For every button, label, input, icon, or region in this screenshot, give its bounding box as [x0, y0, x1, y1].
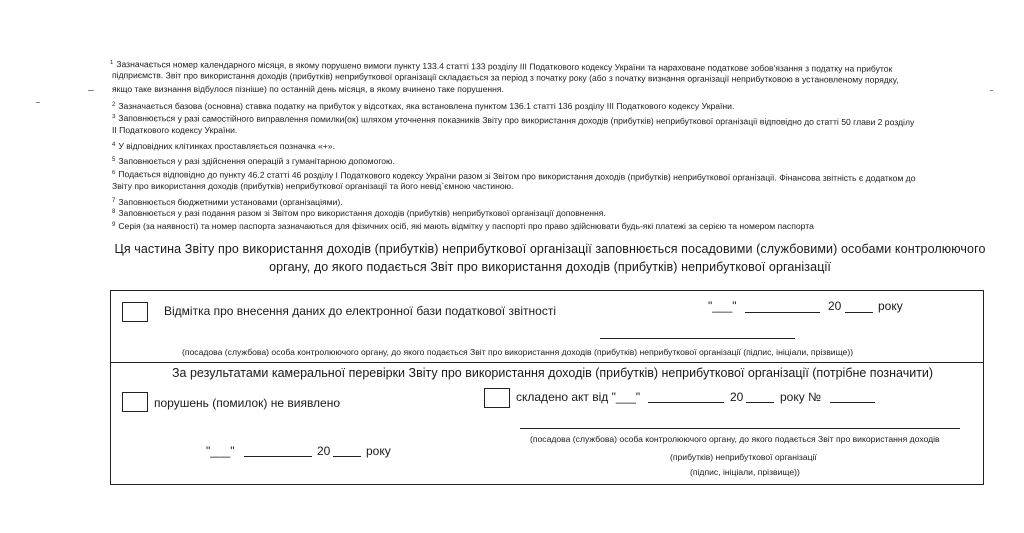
footnote-1: $^1$ Зазначається номер календарного місяця, в якому порушено вимоги пункту 133.4 статті 133 розділу III Податкового кодексу України та нараховане податкове зобов'язання з податку на прибуток	[109, 59, 893, 74]
inspector-signature-line[interactable]	[520, 428, 960, 429]
act-drawn-checkbox[interactable]	[484, 388, 510, 408]
footnote-3: $^3$ Заповнюється у разі самостійного виправлення помилки(ок) шляхом уточнення показників Звіту про використання доходів (прибутків) неприбуткової організації відповідно до статті 50 глави 2 розділу	[111, 113, 915, 128]
act-month-line[interactable]	[648, 402, 724, 403]
desk-audit-title: За результатами камеральної перевірки Звіту про використання доходів (прибутків) неприбуткової організації (потрібне позначити)	[172, 366, 934, 380]
footnote-6: $^6$ Подається відповідно до пункту 46.2 статті 46 розділу І Податкового кодексу України разом зі Звітом про використання доходів (прибутків) неприбуткової організації. Фінансова звітність є додатком до	[111, 169, 916, 184]
inspector-caption-line2: (прибутків) неприбуткової організації	[670, 452, 817, 462]
act-number-label: року №	[780, 390, 821, 404]
act-number-line[interactable]	[830, 402, 875, 403]
act-year-line[interactable]	[746, 402, 774, 403]
audit-date-year-line[interactable]	[333, 456, 361, 457]
section-heading-line2: органу, до якого подається Звіт про використання доходів (прибутків) неприбуткової організації	[269, 260, 831, 274]
act-drawn-label: складено акт від "___"	[516, 390, 641, 404]
scan-speck	[990, 90, 993, 91]
footnote-8: $^8$ Заповнюється у разі подання разом зі Звітом про використання доходів (прибутків) неприбуткової організації доповнення.	[112, 208, 606, 218]
signature-caption: (посадова (службова) особа контролюючого органу, до якого подається Звіт про використання доходів (прибутків) неприбуткової організації (підпис, ініціали, прізвище))	[182, 347, 854, 357]
scan-speck	[36, 102, 40, 103]
section-divider	[110, 362, 984, 363]
inspector-caption-line1: (посадова (службова) особа контролюючого органу, до якого подається Звіт про використання доходів	[530, 434, 940, 444]
footnote-5: $^5$ Заповнюється у разі здійснення операцій з гуманітарною допомогою.	[112, 156, 395, 166]
footnote-1-cont: якщо таке визнання відбулося пізніше) по останній день місяця, в якому вчинено таке порушення.	[112, 84, 504, 94]
date-month-line[interactable]	[745, 312, 820, 313]
no-violations-label: порушень (помилок) не виявлено	[154, 396, 341, 410]
audit-date-month-line[interactable]	[244, 456, 312, 457]
audit-date-suffix: року	[366, 444, 391, 458]
date-year-prefix: 20	[828, 299, 842, 313]
act-year-prefix: 20	[730, 390, 744, 404]
no-violations-checkbox[interactable]	[122, 392, 148, 412]
footnote-4: $^4$ У відповідних клітинках проставляється позначка «+».	[112, 141, 335, 151]
footnote-9: $^9$ Серія (за наявності) та номер паспорта зазначаються для фізичних осіб, які мають відмітку у паспорті про право здійснювати будь-які платежі за серією та номером паспорта	[112, 221, 814, 231]
footnote-7: $^7$ Заповнюється бюджетними установами (організаціями).	[112, 197, 343, 207]
footnote-2: $^2$ Зазначається базова (основна) ставка податку на прибуток у відсотках, яка встановлена пунктом 136.1 статті 136 розділу III Податкового кодексу України.	[112, 101, 735, 111]
electronic-base-checkbox[interactable]	[122, 302, 148, 322]
inspector-caption-line3: (підпис, ініціали, прізвище))	[690, 467, 800, 477]
footnote-3-cont: II Податкового кодексу України.	[112, 125, 238, 135]
inspector-box	[110, 290, 984, 485]
footnote-1-cont: підприємств. Звіт про використання доходів (прибутків) неприбуткової організації складається за період з початку року (або з початку визнання організації неприбутковою в установленому порядку,	[111, 70, 899, 85]
date-year-suffix: року	[878, 299, 903, 313]
footnote-6-cont: Звіту про використання доходів (прибутків) неприбуткової організації та його невід`ємною частиною.	[112, 181, 514, 191]
date-year-line[interactable]	[845, 312, 873, 313]
date-day-quote: "___"	[708, 299, 737, 313]
audit-date-day-quote: "___"	[206, 444, 235, 458]
signature-line[interactable]	[600, 338, 795, 339]
audit-date-year-prefix: 20	[317, 444, 331, 458]
electronic-base-label: Відмітка про внесення даних до електронної бази податкової звітності	[164, 304, 556, 318]
scan-speck	[88, 90, 94, 91]
section-heading-line1: Ця частина Звіту про використання доходів (прибутків) неприбуткової організації заповнюється посадовими (службовими) особами контролюючого	[114, 242, 986, 256]
